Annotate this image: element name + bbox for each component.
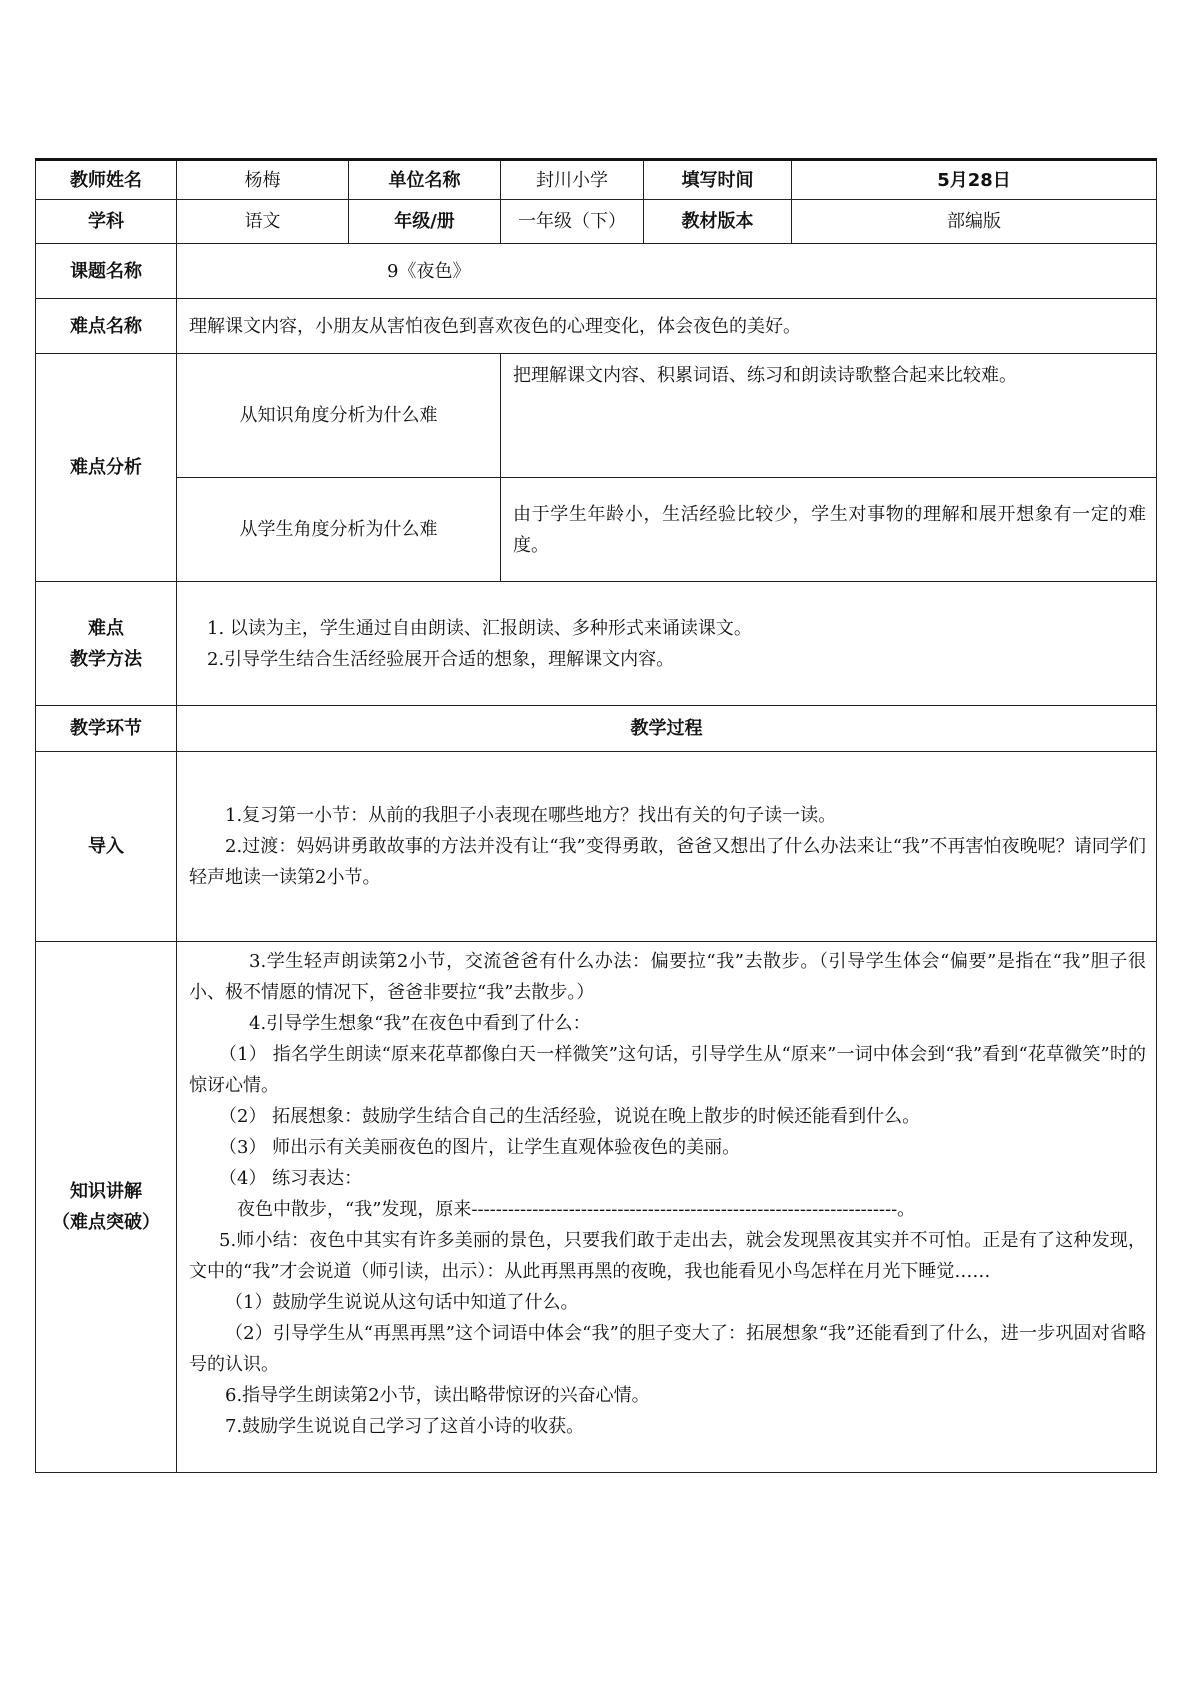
knowledge-para: （2） 拓展想象：鼓励学生结合自己的生活经验，说说在晚上散步的时候还能看到什么。 bbox=[219, 1106, 921, 1127]
knowledge-para: 6.指导学生朗读第2小节，读出略带惊讶的兴奋心情。 bbox=[225, 1385, 650, 1406]
method-label-line1: 难点 bbox=[88, 617, 124, 639]
edition-value: 部编版 bbox=[792, 200, 1157, 244]
stage-header: 教学环节 bbox=[36, 706, 177, 752]
intro-content bbox=[177, 752, 1157, 942]
topic-label: 课题名称 bbox=[36, 244, 177, 299]
knowledge-label-line2: （难点突破） bbox=[52, 1212, 160, 1233]
process-header-row bbox=[36, 706, 1157, 752]
method-row bbox=[36, 582, 1157, 706]
student-angle-label: 从学生角度分析为什么难 bbox=[177, 478, 501, 582]
analysis-label: 难点分析 bbox=[36, 354, 177, 582]
analysis-student-row bbox=[36, 478, 1157, 582]
knowledge-para: 4.引导学生想象“我”在夜色中看到了什么： bbox=[249, 1013, 591, 1034]
knowledge-para: （2）引导学生从“再黑再黑”这个词语中体会“我”的胆子变大了：拓展想象“我”还能看到了什么，进一步巩固对省略号的认识。 bbox=[189, 1323, 1146, 1375]
unit-label: 单位名称 bbox=[349, 160, 501, 200]
header-row-1 bbox=[36, 160, 1157, 200]
difficulty-label: 难点名称 bbox=[36, 299, 177, 354]
method-label-line2: 教学方法 bbox=[70, 648, 142, 670]
knowledge-para: （1） 指名学生朗读“原来花草都像白天一样微笑”这句话，引导学生从“原来”一词中体会到“我”看到“花草微笑”时的惊讶心情。 bbox=[189, 1044, 1146, 1096]
method-item: 2.引导学生结合生活经验展开合适的想象，理解课文内容。 bbox=[207, 648, 675, 670]
analysis-knowledge-row bbox=[36, 354, 1157, 478]
header-row-2 bbox=[36, 200, 1157, 244]
difficulty-row bbox=[36, 299, 1157, 354]
lesson-plan-page bbox=[35, 158, 1156, 1473]
intro-para: 2.过渡：妈妈讲勇敢故事的方法并没有让“我”变得勇敢，爸爸又想出了什么办法来让“我”不再害怕夜晚呢？请同学们轻声地读一读第2小节。 bbox=[189, 836, 1146, 888]
subject-value: 语文 bbox=[177, 200, 349, 244]
knowledge-row bbox=[36, 942, 1157, 1473]
difficulty-value: 理解课文内容，小朋友从害怕夜色到喜欢夜色的心理变化，体会夜色的美好。 bbox=[177, 299, 1157, 354]
grade-value: 一年级（下） bbox=[501, 200, 644, 244]
teacher-label: 教师姓名 bbox=[36, 160, 177, 200]
knowledge-content bbox=[177, 942, 1157, 1473]
knowledge-label bbox=[36, 942, 177, 1473]
intro-row bbox=[36, 752, 1157, 942]
date-label: 填写时间 bbox=[644, 160, 792, 200]
grade-label: 年级/册 bbox=[349, 200, 501, 244]
knowledge-para: （1）鼓励学生说说从这句话中知道了什么。 bbox=[225, 1292, 579, 1313]
knowledge-angle-label: 从知识角度分析为什么难 bbox=[177, 354, 501, 478]
date-value: 5月28日 bbox=[792, 160, 1157, 200]
lesson-plan-table bbox=[35, 158, 1157, 1473]
topic-value: 9《夜色》 bbox=[177, 244, 1157, 299]
teacher-value: 杨梅 bbox=[177, 160, 349, 200]
knowledge-angle-value: 把理解课文内容、积累词语、练习和朗读诗歌整合起来比较难。 bbox=[501, 354, 1157, 478]
knowledge-para: 5.师小结：夜色中其实有许多美丽的景色，只要我们敢于走出去，就会发现黑夜其实并不可怕。正是有了这种发现，文中的“我”才会说道（师引读，出示）：从此再黑再黑的夜晚，我也能看见小鸟怎样在月光下睡觉…… bbox=[189, 1230, 1146, 1282]
process-header: 教学过程 bbox=[177, 706, 1157, 752]
knowledge-para: 3.学生轻声朗读第2小节，交流爸爸有什么办法：偏要拉“我”去散步。（引导学生体会“偏要”是指在“我”胆子很小、极不情愿的情况下，爸爸非要拉“我”去散步。） bbox=[189, 951, 1146, 1003]
intro-label: 导入 bbox=[36, 752, 177, 942]
knowledge-para: （3） 师出示有关美丽夜色的图片，让学生直观体验夜色的美丽。 bbox=[219, 1137, 741, 1158]
knowledge-para: 夜色中散步，“我”发现，原来----------------------------------------------------------------------。 bbox=[237, 1199, 916, 1220]
edition-label: 教材版本 bbox=[644, 200, 792, 244]
subject-label: 学科 bbox=[36, 200, 177, 244]
topic-row bbox=[36, 244, 1157, 299]
intro-para: 1.复习第一小节：从前的我胆子小表现在哪些地方？找出有关的句子读一读。 bbox=[225, 805, 837, 826]
student-angle-value: 由于学生年龄小，生活经验比较少，学生对事物的理解和展开想象有一定的难度。 bbox=[501, 478, 1157, 582]
knowledge-label-line1: 知识讲解 bbox=[70, 1181, 142, 1202]
method-content bbox=[177, 582, 1157, 706]
unit-value: 封川小学 bbox=[501, 160, 644, 200]
knowledge-para: （4） 练习表达： bbox=[219, 1168, 363, 1189]
knowledge-para: 7.鼓励学生说说自己学习了这首小诗的收获。 bbox=[225, 1416, 585, 1437]
method-label bbox=[36, 582, 177, 706]
method-item: 1. 以读为主，学生通过自由朗读、汇报朗读、多种形式来诵读课文。 bbox=[207, 617, 752, 639]
